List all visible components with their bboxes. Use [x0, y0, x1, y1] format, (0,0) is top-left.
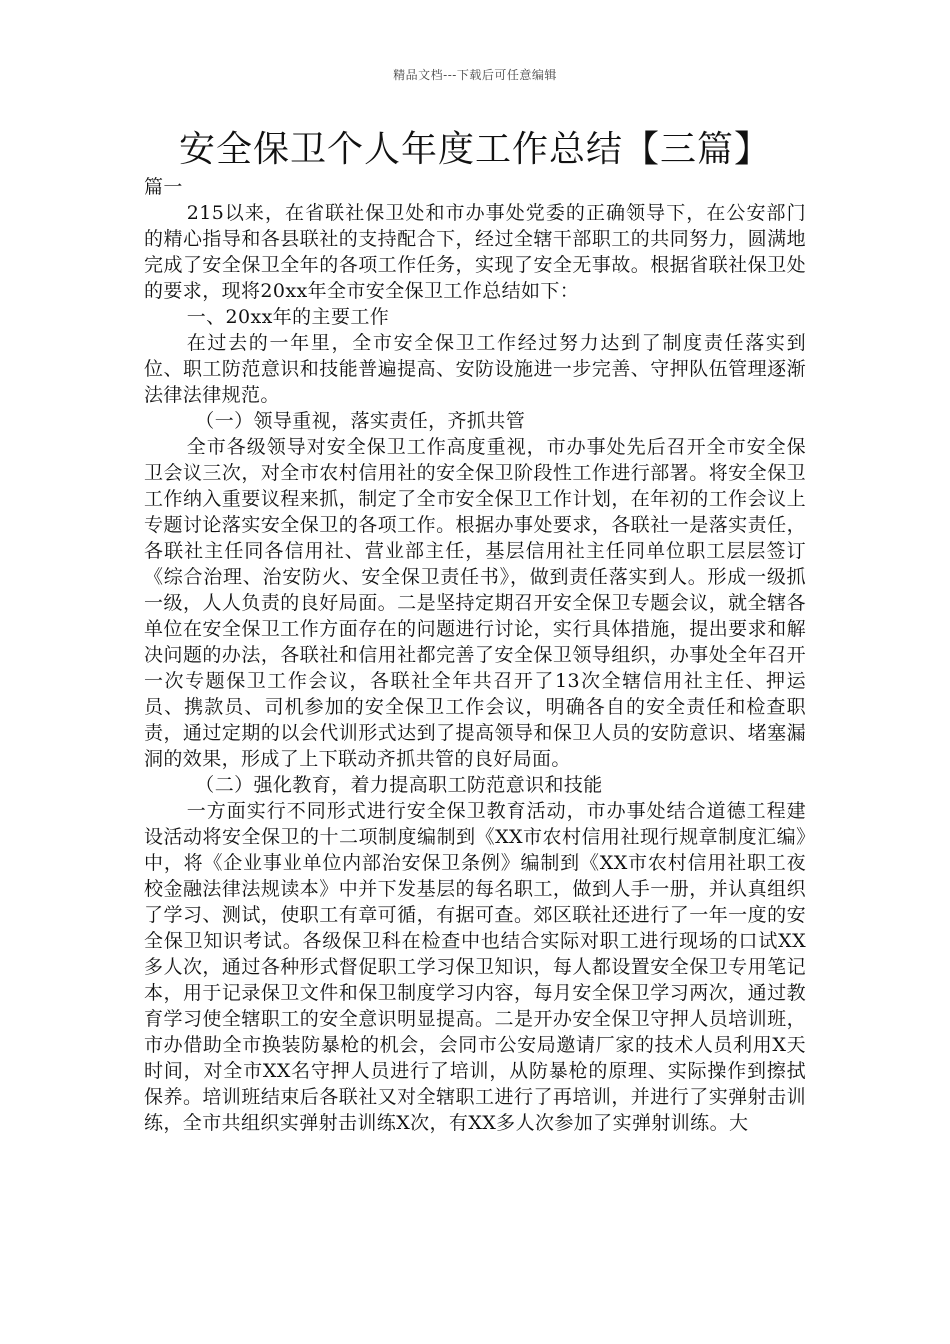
- subheading-leadership: （一）领导重视，落实责任，齐抓共管: [195, 410, 526, 432]
- header-note: 精品文档---下载后可任意编辑: [393, 68, 557, 82]
- subheading-education: （二）强化教育，着力提高职工防范意识和技能: [195, 774, 603, 796]
- document-body: [144, 174, 806, 1136]
- leadership-paragraph: 全市各级领导对安全保卫工作高度重视，市办事处先后召开全市安全保卫会议三次，对全市农村信用社的安全保卫阶段性工作进行部署。将安全保卫工作纳入重要议程来抓，制定了全市安全保卫工作计划，在年初的工作会议上专题讨论落实安全保卫的各项工作。根据办事处要求，各联社一是落实责任，各联社主任同各信用社、营业部主任，基层信用社主任同单位职工层层签订《综合治理、治安防火、安全保卫责任书》，做到责任落实到人。形成一级抓一级，人人负责的良好局面。二是坚持定期召开安全保卫专题会议，就全辖各单位在安全保卫工作方面存在的问题进行讨论，实行具体措施，提出要求和解决问题的办法，各联社和信用社都完善了安全保卫领导组织，办事处全年召开一次专题保卫工作会议，各联社全年共召开了13次全辖信用社主任、押运员、携款员、司机参加的安全保卫工作会议，明确各自的安全责任和检查职责，通过定期的以会代训形式达到了提高领导和保卫人员的安防意识、堵塞漏洞的效果，形成了上下联动齐抓共管的良好局面。: [144, 436, 806, 770]
- document-title: 安全保卫个人年度工作总结【三篇】: [178, 129, 771, 170]
- overview-paragraph: 在过去的一年里，全市安全保卫工作经过努力达到了制度责任落实到位、职工防范意识和技能普遍提高、安防设施进一步完善、守押队伍管理逐渐法律法律规范。: [144, 332, 806, 406]
- section-label: 篇一: [144, 176, 183, 198]
- heading-main-work: 一、20xx年的主要工作: [186, 306, 390, 328]
- intro-paragraph: 215以来，在省联社保卫处和市办事处党委的正确领导下，在公安部门的精心指导和各县联社的支持配合下，经过全辖干部职工的共同努力，圆满地完成了安全保卫全年的各项工作任务，实现了安全无事故。根据省联社保卫处的要求，现将20xx年全市安全保卫工作总结如下：: [144, 202, 806, 302]
- education-paragraph: 一方面实行不同形式进行安全保卫教育活动，市办事处结合道德工程建设活动将安全保卫的十二项制度编制到《XX市农村信用社现行规章制度汇编》中，将《企业事业单位内部治安保卫条例》编制到《XX市农村信用社职工夜校金融法律法规读本》中并下发基层的每名职工，做到人手一册，并认真组织了学习、测试，使职工有章可循，有据可查。郊区联社还进行了一年一度的安全保卫知识考试。各级保卫科在检查中也结合实际对职工进行现场的口试XX多人次，通过各种形式督促职工学习保卫知识，每人都设置安全保卫专用笔记本，用于记录保卫文件和保卫制度学习内容，每月安全保卫学习两次，通过教育学习使全辖职工的安全意识明显提高。二是开办安全保卫守押人员培训班，市办借助全市换装防暴枪的机会，会同市公安局邀请厂家的技术人员利用X天时间，对全市XX名守押人员进行了培训，从防暴枪的原理、实际操作到擦拭保养。培训班结束后各联社又对全辖职工进行了再培训，并进行了实弹射击训练，全市共组织实弹射击训练X次，有XX多人次参加了实弹射训练。大: [144, 800, 806, 1134]
